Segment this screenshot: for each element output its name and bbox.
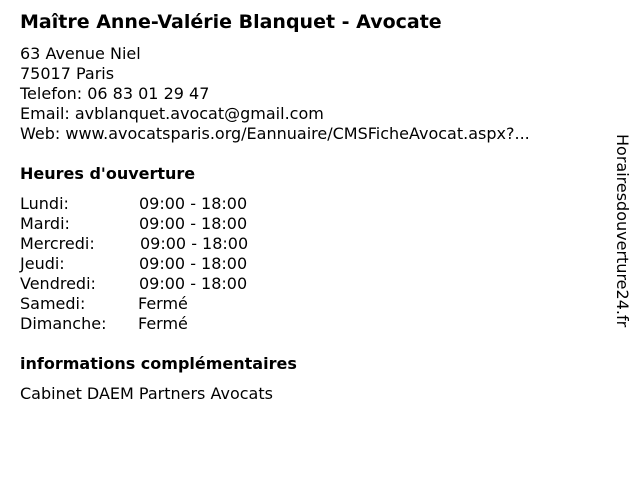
day-label: Mercredi:	[20, 234, 95, 253]
day-hours: 09:00 - 18:00	[140, 234, 249, 253]
page-title: Maître Anne-Valérie Blanquet - Avocate	[20, 11, 442, 33]
day-label: Samedi:	[20, 294, 86, 313]
day-hours: 09:00 - 18:00	[139, 254, 248, 273]
email-text: Email: avblanquet.avocat@gmail.com	[20, 104, 324, 123]
day-label: Jeudi:	[20, 254, 65, 273]
day-label: Vendredi:	[20, 274, 96, 293]
day-label: Mardi:	[20, 214, 70, 233]
day-hours: 09:00 - 18:00	[139, 194, 248, 213]
site-brand-watermark: Horairesdouverture24.fr	[613, 134, 632, 328]
opening-hours-heading: Heures d'ouverture	[20, 164, 196, 183]
day-label: Dimanche:	[20, 314, 107, 333]
phone-text: Telefon: 06 83 01 29 47	[20, 84, 210, 103]
address-city: 75017 Paris	[20, 64, 115, 83]
day-label: Lundi:	[20, 194, 69, 213]
additional-info-heading: informations complémentaires	[20, 354, 297, 373]
day-hours: 09:00 - 18:00	[139, 214, 248, 233]
day-hours: Fermé	[138, 294, 188, 313]
address-street: 63 Avenue Niel	[20, 44, 141, 63]
website-text: Web: www.avocatsparis.org/Eannuaire/CMSFicheAvocat.aspx?...	[20, 124, 530, 143]
day-hours: 09:00 - 18:00	[139, 274, 248, 293]
additional-info-text: Cabinet DAEM Partners Avocats	[20, 384, 273, 403]
day-hours: Fermé	[138, 314, 188, 333]
